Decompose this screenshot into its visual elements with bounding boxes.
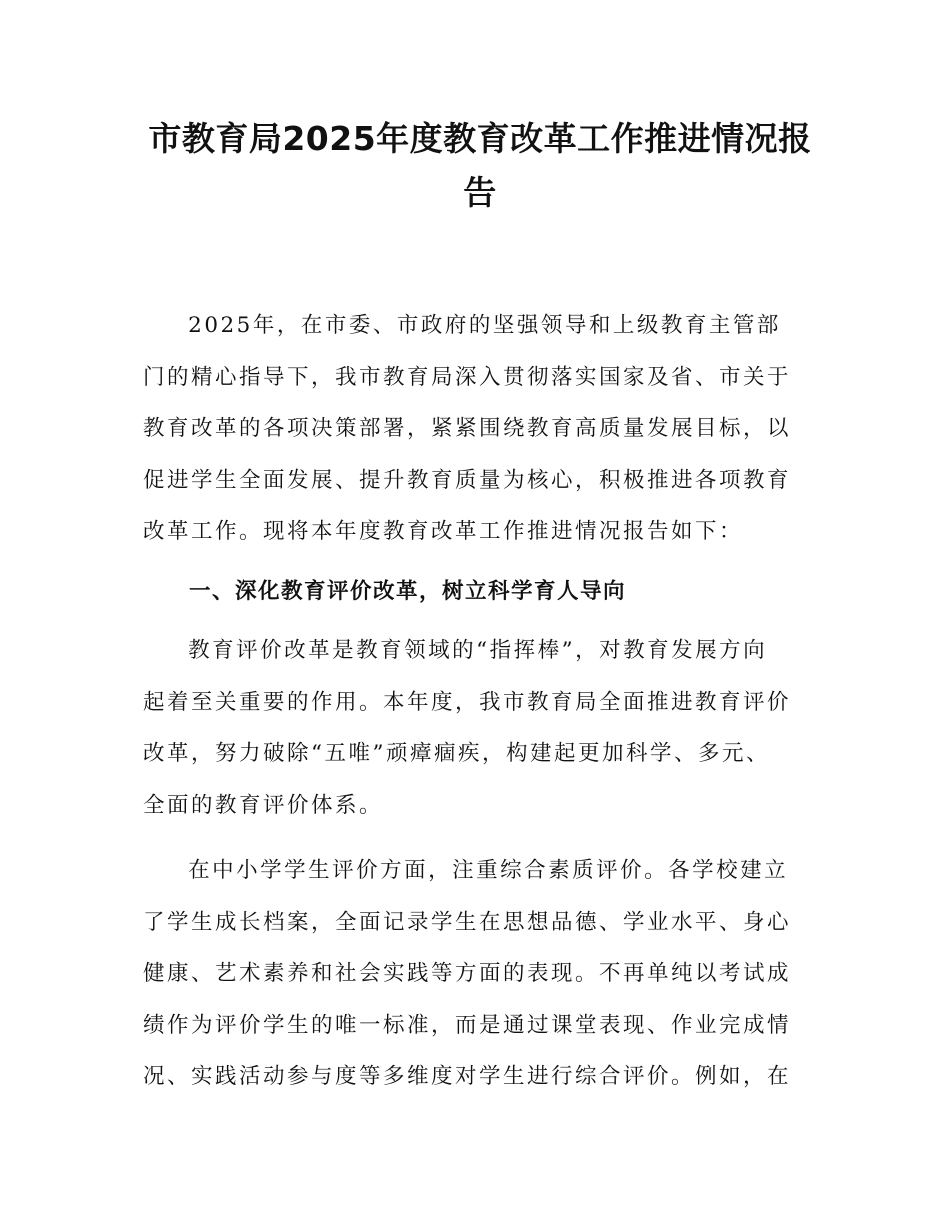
paragraph-line: 2025年，在市委、市政府的坚强领导和上级教育主管部 xyxy=(188,313,781,338)
paragraph-line: 改革工作。现将本年度教育改革工作推进情况报告如下： xyxy=(143,519,744,544)
paragraph-line: 况、实践活动参与度等多维度对学生进行综合评价。例如，在 xyxy=(143,1064,792,1089)
paragraph-line: 门的精心指导下，我市教育局深入贯彻落实国家及省、市关于 xyxy=(143,364,792,390)
intro-paragraph xyxy=(143,300,811,558)
section-paragraph xyxy=(143,625,811,831)
paragraph-line: 教育评价改革是教育领域的“指挥棒”，对教育发展方向 xyxy=(188,638,768,663)
paragraph-line: 健康、艺术素养和社会实践等方面的表现。不再单纯以考试成 xyxy=(143,961,792,986)
paragraph-line: 教育改革的各项决策部署，紧紧围绕教育高质量发展目标，以 xyxy=(143,416,792,441)
paragraph-line: 促进学生全面发展、提升教育质量为核心，积极推进各项教育 xyxy=(143,467,792,493)
paragraph-line: 全面的教育评价体系。 xyxy=(143,792,384,818)
paragraph-line: 起着至关重要的作用。本年度，我市教育局全面推进教育评价 xyxy=(143,689,792,715)
section-paragraph xyxy=(143,845,811,1103)
document-body xyxy=(143,300,811,1103)
paragraph-line: 绩作为评价学生的唯一标准，而是通过课堂表现、作业完成情 xyxy=(143,1012,792,1038)
title-line-2: 告 xyxy=(463,173,497,212)
title-line-1: 市教育局2025年度教育改革工作推进情况报 xyxy=(148,119,812,158)
document-title xyxy=(140,112,820,220)
paragraph-line: 改革，努力破除“五唯”顽瘴痼疾，构建起更加科学、多元、 xyxy=(143,741,770,766)
paragraph-line: 了学生成长档案，全面记录学生在思想品德、学业水平、身心 xyxy=(143,909,792,935)
section-heading: 一、深化教育评价改革，树立科学育人导向 xyxy=(189,578,627,604)
paragraph-line: 在中小学学生评价方面，注重综合素质评价。各学校建立 xyxy=(188,858,789,883)
